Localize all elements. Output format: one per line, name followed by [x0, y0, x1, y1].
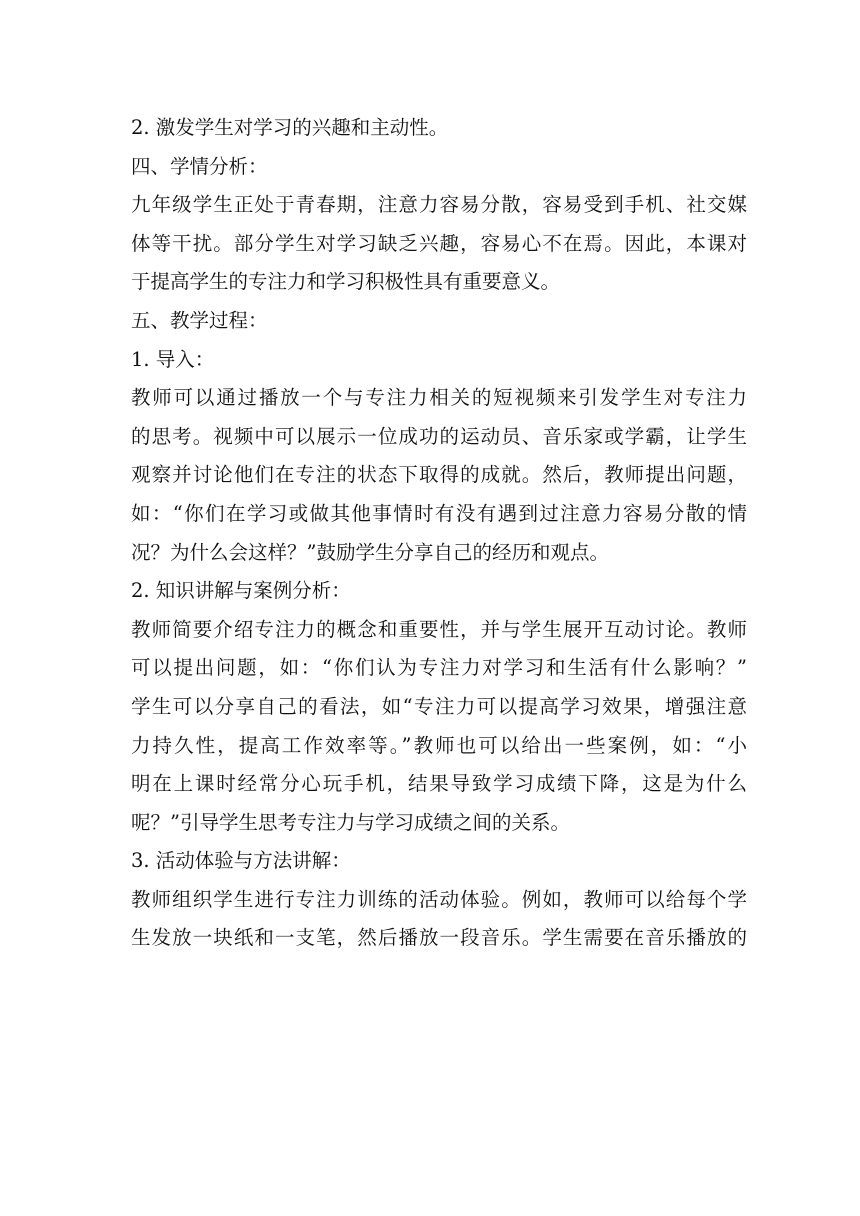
paragraph-line: 的思考。视频中可以展示一位成功的运动员、音乐家或学霸，让学生: [131, 424, 747, 448]
paragraph-line: 力持久性，提高工作效率等。”教师也可以给出一些案例，如：“小: [131, 733, 747, 757]
paragraph-line: 九年级学生正处于青春期，注意力容易分散，容易受到手机、社交媒: [131, 193, 747, 217]
paragraph-line: 观察并讨论他们在专注的状态下取得的成就。然后，教师提出问题，: [131, 463, 747, 487]
paragraph-line: 教师可以通过播放一个与专注力相关的短视频来引发学生对专注力: [131, 386, 747, 410]
paragraph-line: 明在上课时经常分心玩手机，结果导致学习成绩下降，这是为什么: [131, 772, 747, 796]
list-item-goal-2: 2. 激发学生对学习的兴趣和主动性。: [131, 116, 449, 139]
document-body: [131, 109, 747, 958]
paragraph-line: 于提高学生的专注力和学习积极性具有重要意义。: [131, 270, 561, 294]
paragraph-line: 生发放一块纸和一支笔，然后播放一段音乐。学生需要在音乐播放的: [131, 926, 747, 950]
subheading-knowledge-explanation: 2. 知识讲解与案例分析：: [131, 579, 351, 603]
paragraph-line: 教师组织学生进行专注力训练的活动体验。例如，教师可以给每个学: [131, 887, 747, 911]
subheading-introduction: 1. 导入：: [131, 347, 215, 371]
paragraph-line: 学生可以分享自己的看法，如“专注力可以提高学习效果，增强注意: [131, 694, 747, 718]
paragraph-line: 教师简要介绍专注力的概念和重要性，并与学生展开互动讨论。教师: [131, 617, 747, 641]
paragraph-line: 体等干扰。部分学生对学习缺乏兴趣，容易心不在焉。因此，本课对: [131, 231, 747, 255]
section-heading-learner-analysis: 四、学情分析：: [131, 154, 268, 178]
section-heading-teaching-process: 五、教学过程：: [131, 308, 268, 332]
paragraph-line: 可以提出问题，如：“你们认为专注力对学习和生活有什么影响？”: [131, 656, 747, 680]
paragraph-line: 呢？”引导学生思考专注力与学习成绩之间的关系。: [131, 810, 570, 834]
paragraph-line: 如：“你们在学习或做其他事情时有没有遇到过注意力容易分散的情: [131, 501, 747, 525]
paragraph-line: 况？为什么会这样？”鼓励学生分享自己的经历和观点。: [131, 540, 609, 564]
subheading-activity-experience: 3. 活动体验与方法讲解：: [131, 849, 351, 873]
